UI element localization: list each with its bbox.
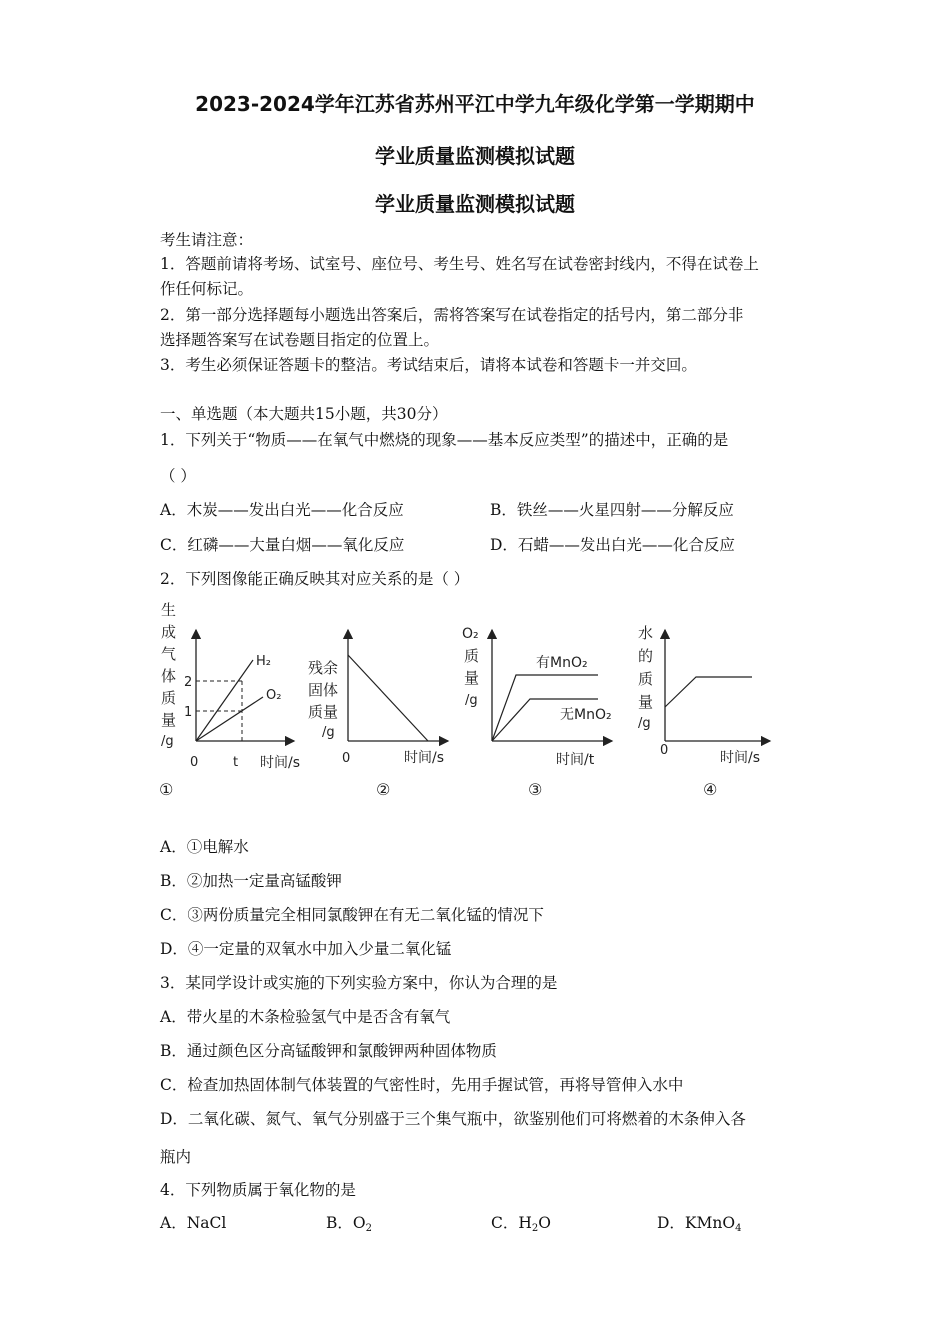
page-title-line3: 学业质量监测模拟试题 — [375, 192, 575, 216]
g1-ylabel-char: 体 — [161, 667, 177, 685]
notice-item: 3．考生必须保证答题卡的整洁。考试结束后，请将本试卷和答题卡一并交回。 — [160, 356, 697, 374]
q3-option-d-cont: 瓶内 — [160, 1148, 192, 1166]
graph-2 — [308, 630, 448, 799]
q1-stem: 1．下列关于“物质——在氧气中燃烧的现象——基本反应类型”的描述中，正确的是 — [160, 431, 729, 449]
graph-1 — [159, 601, 300, 799]
q4-option-c: C．$H_2O$ — [491, 1214, 551, 1234]
section-heading: 一、单选题（本大题共15小题，共30分） — [160, 405, 448, 423]
q2-option-c: C．③两份质量完全相同氯酸钾在有无二氧化锰的情况下 — [160, 906, 544, 924]
q2-graphs-figure — [150, 595, 790, 810]
g2-ylabel-line: 残余 — [308, 659, 339, 677]
g2-ylabel-line: 质量 — [308, 703, 339, 721]
g1-tick-1: 1 — [184, 705, 193, 720]
g2-ylabel-line: 固体 — [308, 681, 339, 699]
q3-stem: 3．某同学设计或实施的下列实验方案中，你认为合理的是 — [160, 974, 558, 992]
q4-stem: 4．下列物质属于氧化物的是 — [160, 1181, 356, 1199]
q1-option-d: D．石蜡——发出白光——化合反应 — [490, 536, 735, 554]
q1-option-a: A．木炭——发出白光——化合反应 — [160, 501, 404, 519]
g1-xlabel: 时间/s — [260, 755, 301, 771]
graph-3 — [462, 626, 612, 799]
g3-xlabel: 时间/t — [556, 752, 595, 768]
g1-tick-2: 2 — [184, 675, 193, 690]
q4-option-b: B．$O_2$ — [326, 1214, 372, 1234]
g3-curve-with: 有MnO₂ — [536, 655, 588, 671]
g3-ylabel-line: /g — [465, 693, 478, 708]
g4-ylabel-char: 水 — [638, 624, 654, 642]
g3-ylabel-line: 量 — [464, 669, 480, 687]
g2-origin: 0 — [342, 751, 351, 766]
g1-ylabel-char: 成 — [161, 623, 177, 641]
notice-item: 2．第一部分选择题每小题选出答案后，需将答案写在试卷指定的括号内，第二部分非 — [160, 306, 744, 324]
q3-option-a: A．带火星的木条检验氢气中是否含有氧气 — [160, 1008, 451, 1026]
page-title-line1: 2023-2024学年江苏省苏州平江中学九年级化学第一学期期中 — [195, 92, 755, 116]
g2-number: ② — [376, 780, 391, 799]
q1-blank: （ ） — [160, 467, 196, 485]
g1-number: ① — [159, 780, 174, 799]
q1-option-b: B．铁丝——火星四射——分解反应 — [490, 501, 734, 519]
notice-heading: 考生请注意： — [160, 231, 254, 249]
g1-ylabel-char: /g — [161, 734, 174, 749]
q1-option-c: C．红磷——大量白烟——氧化反应 — [160, 536, 405, 554]
q3-option-c: C．检查加热固体制气体装置的气密性时，先用手握试管，再将导管伸入水中 — [160, 1076, 684, 1094]
q4-option-d: D．KMnO$_4$ — [657, 1214, 742, 1234]
g1-origin: 0 — [190, 755, 199, 770]
g4-ylabel-char: 量 — [638, 693, 654, 711]
g4-ylabel-char: /g — [638, 716, 651, 731]
g1-ylabel-char: 质 — [161, 689, 177, 707]
q2-option-d: D．④一定量的双氧水中加入少量二氧化锰 — [160, 940, 452, 958]
page-title-line2: 学业质量监测模拟试题 — [375, 144, 575, 168]
notice-item: 1．答题前请将考场、试室号、座位号、考生号、姓名写在试卷密封线内，不得在试卷上 — [160, 255, 759, 273]
g4-origin: 0 — [660, 743, 669, 758]
q2-option-a: A．①电解水 — [160, 838, 249, 856]
q4-option-a: A．NaCl — [160, 1214, 227, 1232]
g2-ylabel-line: /g — [322, 725, 335, 740]
g1-ylabel-char: 气 — [161, 645, 177, 663]
g1-curve-h2: H₂ — [256, 654, 271, 669]
g4-ylabel-char: 的 — [638, 647, 654, 665]
g1-ylabel-char: 生 — [161, 601, 177, 619]
q2-option-b: B．②加热一定量高锰酸钾 — [160, 872, 342, 890]
g1-tick-t: t — [233, 755, 239, 770]
g3-ylabel-line: 质 — [464, 647, 480, 665]
notice-item: 选择题答案写在试卷题目指定的位置上。 — [160, 331, 440, 349]
g4-ylabel-char: 质 — [638, 670, 654, 688]
g1-ylabel-char: 量 — [161, 711, 177, 729]
q2-stem: 2．下列图像能正确反映其对应关系的是（ ） — [160, 570, 470, 588]
g4-number: ④ — [703, 780, 718, 799]
g3-number: ③ — [528, 780, 543, 799]
notice-item: 作任何标记。 — [160, 280, 254, 298]
q3-option-d: D．二氧化碳、氮气、氧气分别盛于三个集气瓶中，欲鉴别他们可将燃着的木条伸入各 — [160, 1110, 746, 1128]
q3-option-b: B．通过颜色区分高锰酸钾和氯酸钾两种固体物质 — [160, 1042, 497, 1060]
g3-curve-without: 无MnO₂ — [560, 707, 612, 723]
g1-curve-o2: O₂ — [266, 688, 282, 703]
g2-xlabel: 时间/s — [404, 750, 445, 766]
graph-4 — [638, 624, 770, 799]
g4-xlabel: 时间/s — [720, 750, 761, 766]
g3-ylabel-line: O₂ — [462, 626, 479, 642]
